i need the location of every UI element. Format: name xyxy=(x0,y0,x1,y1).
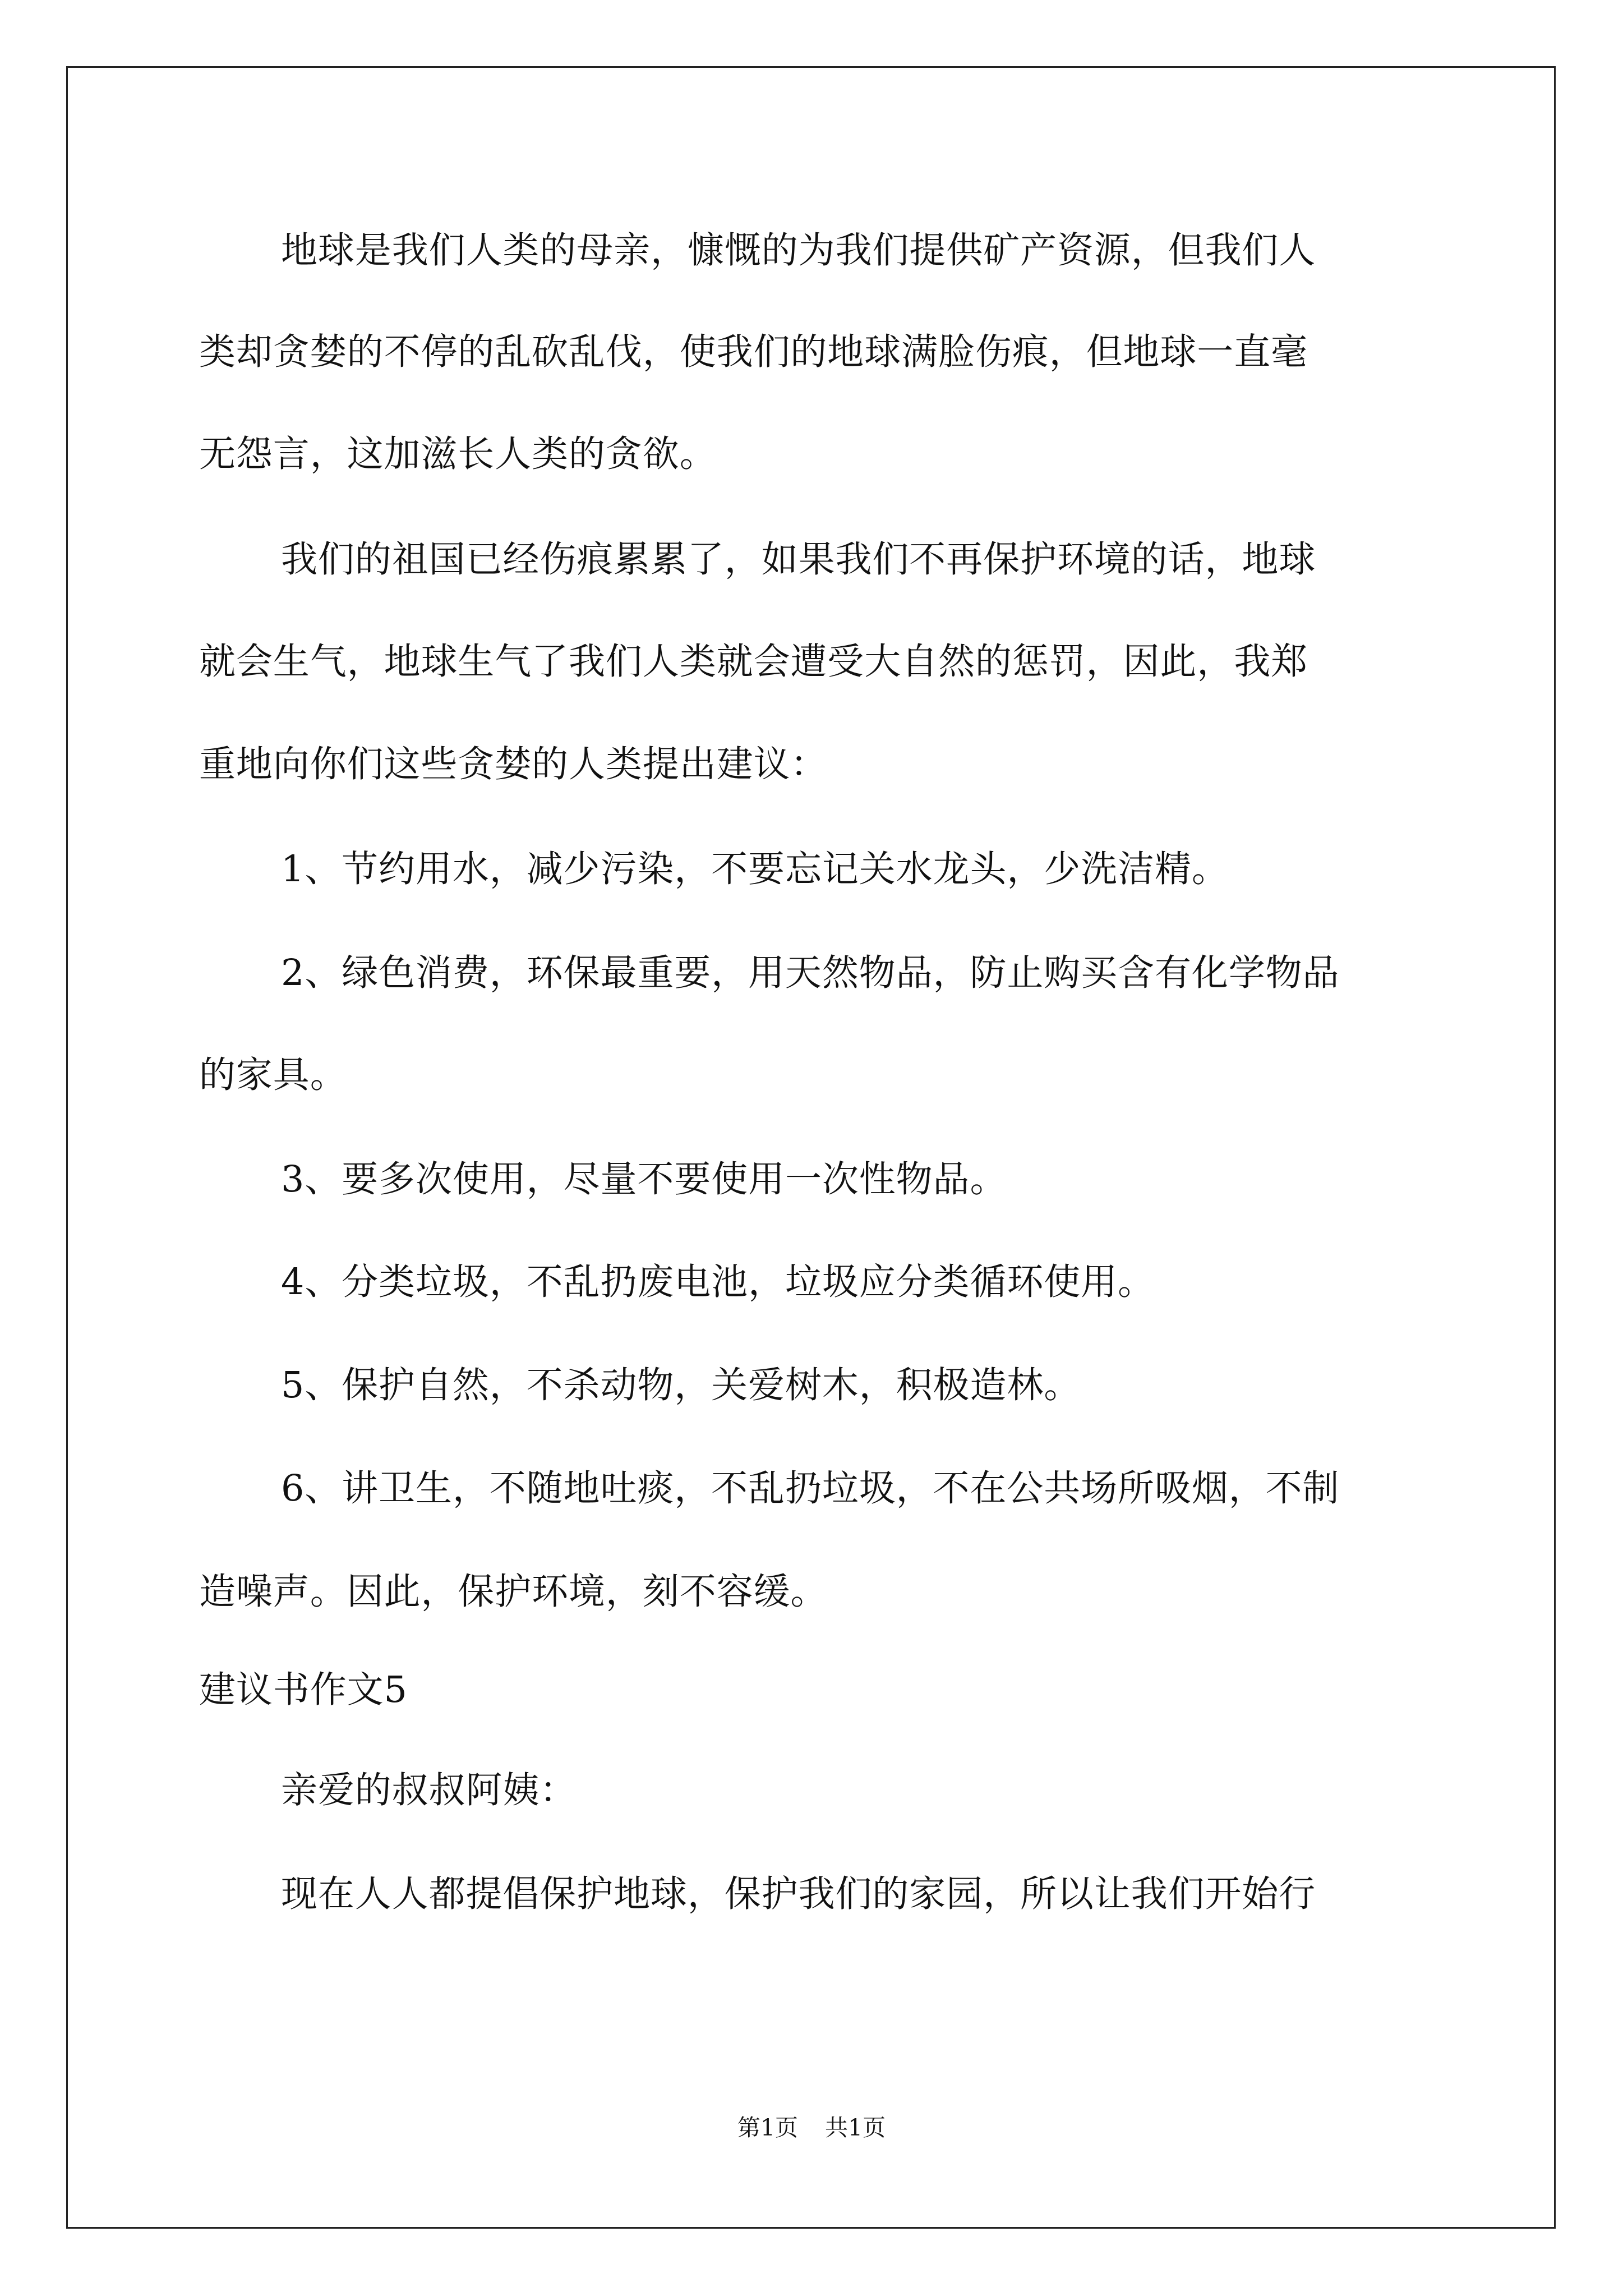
list-item: 2、绿色消费，环保最重要，用天然物品，防止购买含有化学物品 xyxy=(281,952,1340,994)
paragraph-line: 地球是我们人类的母亲，慷慨的为我们提供矿产资源，但我们人 xyxy=(281,229,1316,272)
page-number-current: 第1页 xyxy=(737,2114,798,2141)
list-item: 3、要多次使用，尽量不要使用一次性物品。 xyxy=(281,1158,1007,1200)
list-item-continuation: 的家具。 xyxy=(199,1054,347,1096)
list-item: 1、节约用水，减少污染，不要忘记关水龙头，少洗洁精。 xyxy=(281,848,1229,890)
list-item: 4、分类垃圾，不乱扔废电池，垃圾应分类循环使用。 xyxy=(281,1261,1155,1303)
paragraph-line: 类却贪婪的不停的乱砍乱伐，使我们的地球满脸伤痕，但地球一直毫 xyxy=(199,331,1308,373)
list-item-continuation: 造噪声。因此，保护环境，刻不容缓。 xyxy=(199,1571,828,1613)
section-heading: 建议书作文5 xyxy=(199,1669,408,1711)
list-item: 6、讲卫生，不随地吐痰，不乱扔垃圾，不在公共场所吸烟，不制 xyxy=(281,1467,1340,1510)
paragraph-line: 无怨言，这加滋长人类的贪欲。 xyxy=(199,433,717,475)
page-number-total: 共1页 xyxy=(825,2114,886,2141)
salutation: 亲爱的叔叔阿姨： xyxy=(281,1769,577,1811)
paragraph-line: 就会生气，地球生气了我们人类就会遭受大自然的惩罚，因此，我郑 xyxy=(199,641,1308,683)
list-item: 5、保护自然，不杀动物，关爱树木，积极造林。 xyxy=(281,1364,1081,1406)
page-footer xyxy=(0,2114,1623,2142)
paragraph-line: 现在人人都提倡保护地球，保护我们的家园，所以让我们开始行 xyxy=(281,1873,1316,1915)
paragraph-line: 我们的祖国已经伤痕累累了，如果我们不再保护环境的话，地球 xyxy=(281,539,1316,581)
paragraph-line: 重地向你们这些贪婪的人类提出建议： xyxy=(199,743,828,785)
